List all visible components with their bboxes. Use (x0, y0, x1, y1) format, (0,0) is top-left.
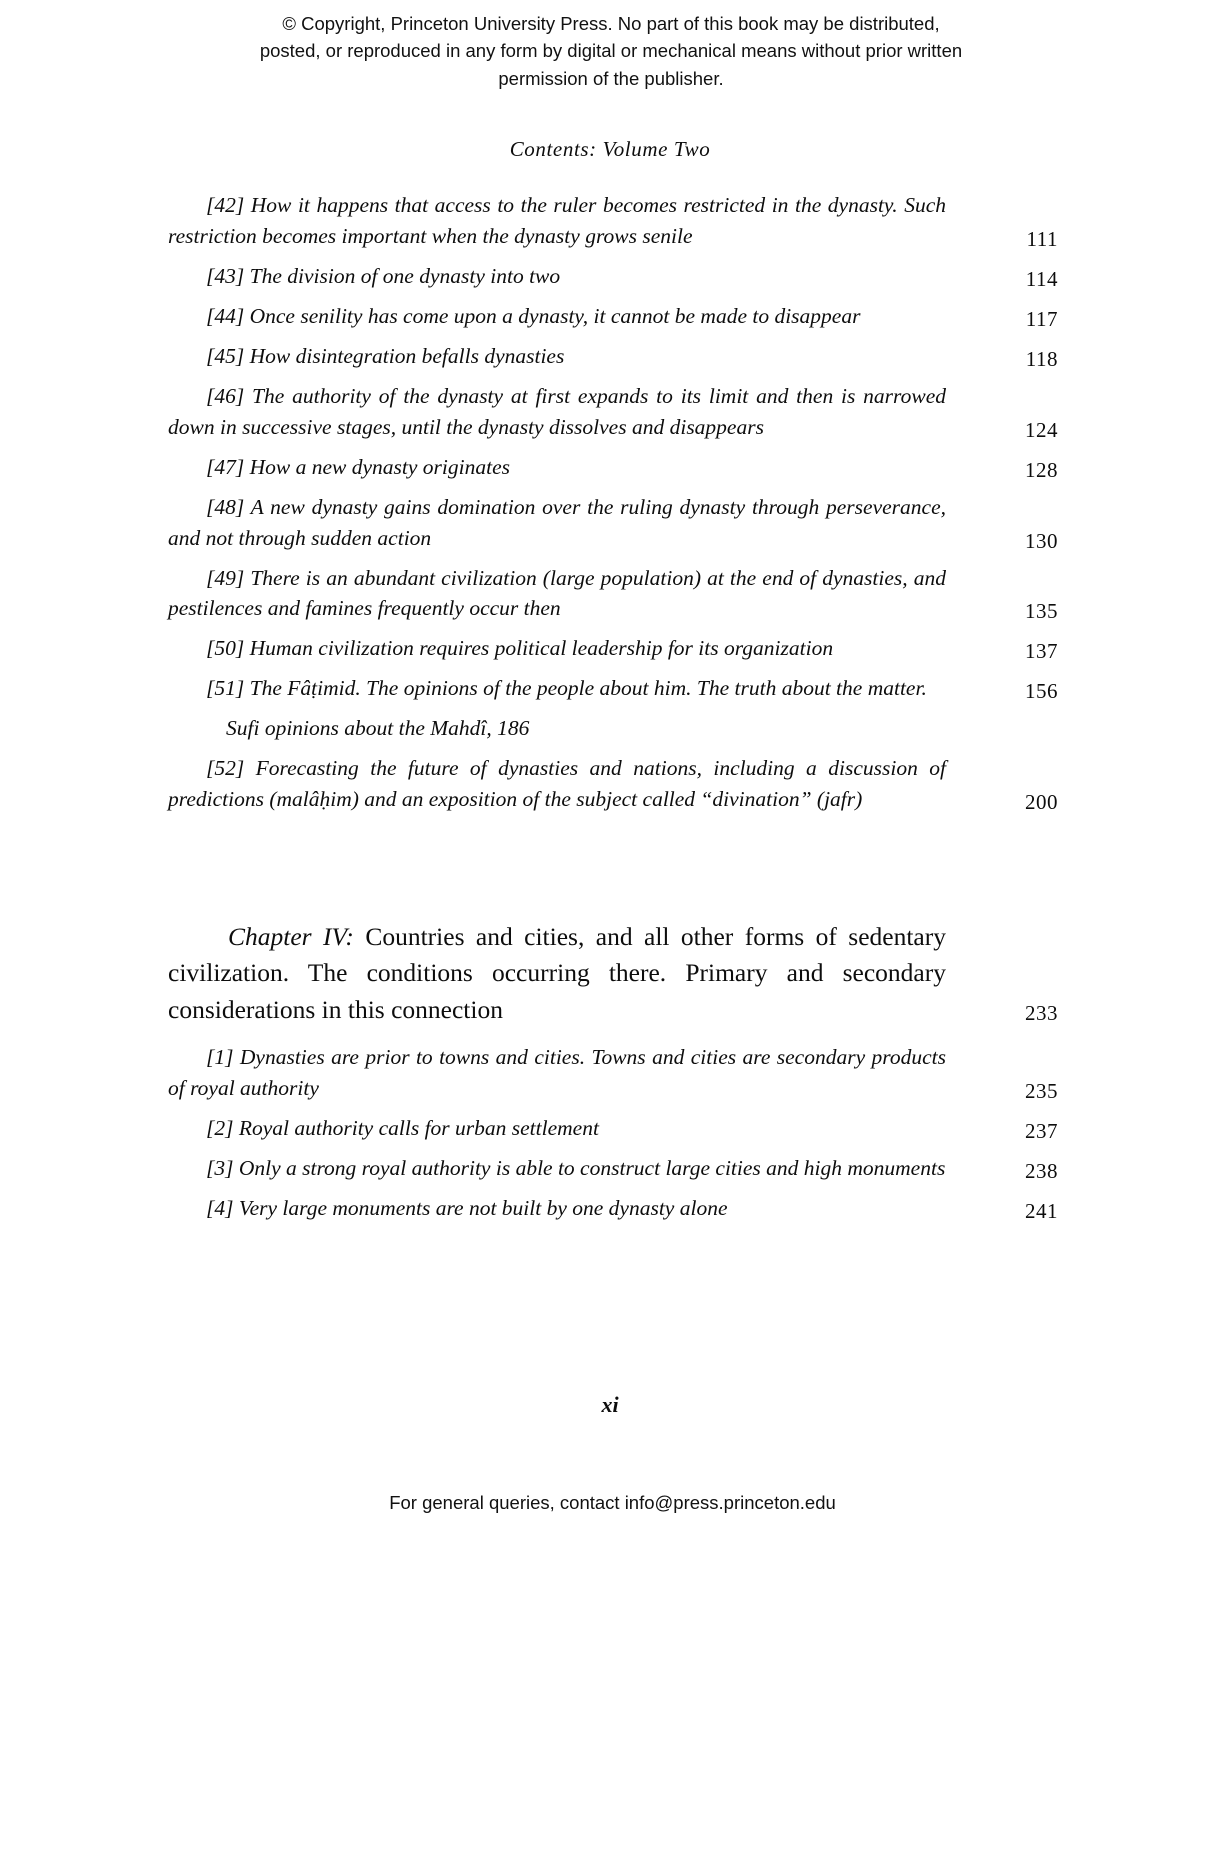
toc-entry-text: [43] The division of one dynasty into two (206, 263, 561, 288)
toc-entry-text: [52] Forecasting the future of dynasties and nations, including a discussion of predictions (malâḥim) and an exposition of the subject called “divination” (jafr) (168, 756, 946, 812)
toc-entry-page: 137 (1025, 639, 1058, 664)
toc-entry-page: 117 (1025, 306, 1058, 331)
toc-entry-text: [48] A new dynasty gains domination over the ruling dynasty through perseverance, and not through sudden action (168, 494, 946, 550)
toc-entry-page: 130 (1025, 528, 1058, 553)
toc-entry-text: [45] How disintegration befalls dynasties (206, 343, 565, 368)
chapter-label: Chapter IV: (228, 922, 354, 952)
running-head: Contents: Volume Two (509, 137, 711, 161)
toc-entry-text: [47] How a new dynasty originates (206, 454, 510, 479)
toc-entry (168, 1153, 1058, 1184)
chapter-heading (168, 919, 1058, 1028)
page-folio: xi (601, 1392, 619, 1417)
footer-contact: For general queries, contact info@press.princeton.edu (389, 1492, 836, 1513)
toc-entry-text: [51] The Fâṭimid. The opinions of the people about him. The truth about the matter. (206, 676, 927, 701)
toc-entry-page: 200 (1025, 790, 1058, 815)
toc-entry-page: 128 (1025, 457, 1058, 482)
toc-entry (168, 261, 1058, 292)
toc-entry (168, 563, 1058, 625)
chapter-page: 233 (1025, 1000, 1058, 1025)
toc-entry-text: [4] Very large monuments are not built by one dynasty alone (206, 1195, 728, 1220)
chapter-title: Countries and cities, and all other forms of sedentary civilization. The conditions occurring there. Primary and secondary considerations in this connection (168, 922, 946, 1024)
chapter-heading-text (168, 919, 946, 1028)
toc-entry (168, 381, 1058, 443)
toc-entry-text: [46] The authority of the dynasty at first expands to its limit and then is narrowed down in successive stages, until the dynasty dissolves and disappears (168, 383, 946, 439)
copyright-notice: © Copyright, Princeton University Press. No part of this book may be distributed, posted, or reproduced in any form by digital or mechanical means without prior written permission of the publisher. (259, 13, 963, 89)
toc-entry-page: 237 (1025, 1118, 1058, 1143)
toc-entry-text: [49] There is an abundant civilization (large population) at the end of dynasties, and pestilences and famines frequently occur then (168, 565, 946, 621)
toc-entry (168, 1113, 1058, 1144)
toc-entry (168, 492, 1058, 554)
toc-entry (168, 633, 1058, 664)
toc-entry-page: 235 (1025, 1078, 1058, 1103)
toc-entry (168, 1193, 1058, 1224)
toc-entry-text: [1] Dynasties are prior to towns and cities. Towns and cities are secondary products of royal authority (168, 1044, 946, 1100)
toc-entry-text: [3] Only a strong royal authority is able to construct large cities and high monuments (206, 1155, 946, 1180)
toc-entry-page: 156 (1025, 679, 1058, 704)
toc-entry (168, 341, 1058, 372)
toc-entry-page: 114 (1025, 266, 1058, 291)
toc-entry-text: [42] How it happens that access to the ruler becomes restricted in the dynasty. Such restriction becomes important when the dynasty grows senile (168, 193, 946, 248)
toc-entry (168, 301, 1058, 332)
toc-entry (168, 452, 1058, 483)
toc-entry (168, 1042, 1058, 1104)
toc-entry (168, 673, 1058, 704)
toc-entry-text: [2] Royal authority calls for urban settlement (206, 1115, 599, 1140)
toc-entry-page: 124 (1025, 417, 1058, 442)
toc-entry (168, 753, 1058, 815)
toc-entry-page: 238 (1025, 1158, 1058, 1183)
toc-entry (168, 190, 1058, 252)
toc-entry-page: 241 (1025, 1198, 1058, 1223)
toc-entry-page: 135 (1025, 599, 1058, 624)
toc-entry-page: 118 (1025, 346, 1058, 371)
table-of-contents (168, 190, 1058, 1233)
toc-subnote: Sufi opinions about the Mahdî, 186 (226, 716, 530, 741)
toc-entry-page: 111 (1026, 226, 1058, 251)
toc-entry-text: [50] Human civilization requires political leadership for its organization (206, 636, 834, 661)
toc-entry-text: [44] Once senility has come upon a dynasty, it cannot be made to disappear (206, 303, 861, 328)
